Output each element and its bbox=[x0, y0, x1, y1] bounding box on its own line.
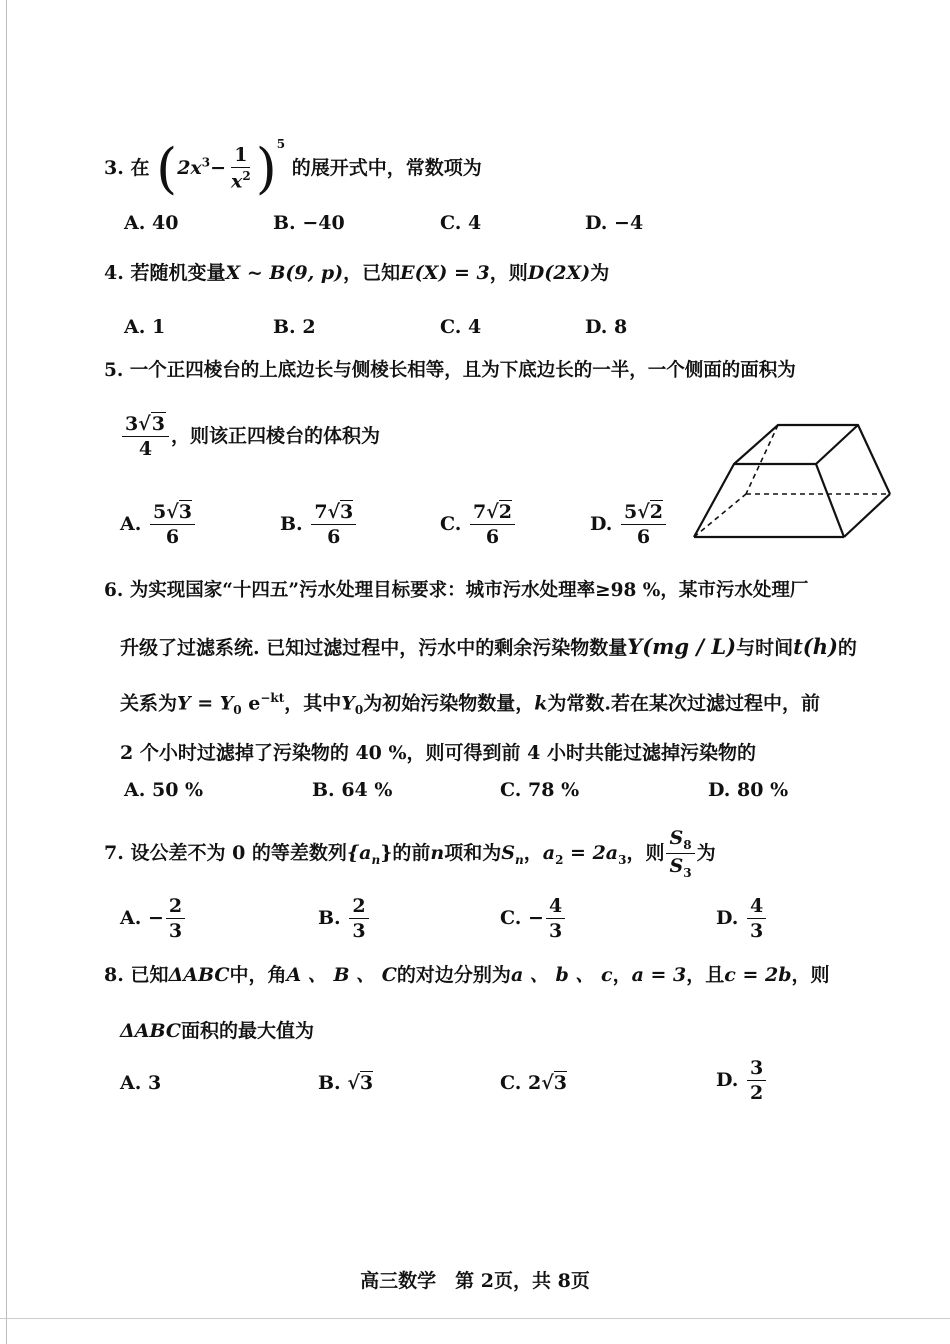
q8-option-c: C. 2√3 bbox=[500, 1072, 567, 1094]
q6-option-b: B. 64 % bbox=[312, 779, 393, 801]
q6-option-a: A. 50 % bbox=[124, 779, 204, 801]
q3-option-a: A. 40 bbox=[124, 212, 179, 234]
q7-option-c: C. − $\frac{4}{3}$ bbox=[500, 896, 567, 942]
q4-option-d: D. 8 bbox=[585, 316, 628, 338]
question-6-line1: 6. 为实现国家“十四五”污水处理目标要求：城市污水处理率≥98 %，某市污水处理厂 bbox=[104, 580, 809, 601]
question-3: 3. 在 ($2x^3-$ $\frac{1}{x^2}$ )$^5$ 的展开式中，常数项为 bbox=[104, 137, 482, 200]
frustum-figure bbox=[690, 420, 900, 550]
question-8-line1: 8. 已知ΔABC中，角A 、 B 、 C的对边分别为a 、 b 、 c，a = 3，且c = 2b，则 bbox=[104, 964, 830, 986]
q3-option-c: C. 4 bbox=[440, 212, 482, 234]
q3-option-b: B. −40 bbox=[273, 212, 345, 234]
question-6-line4: 2 个小时过滤掉了污染物的 40 %，则可得到前 4 小时共能过滤掉污染物的 bbox=[120, 742, 757, 764]
q3-option-d: D. −4 bbox=[585, 212, 644, 234]
page-edge bbox=[6, 0, 7, 1344]
q5-option-b: B. $\frac{7√3}{6}$ bbox=[280, 502, 358, 548]
q7-option-a: A. − $\frac{2}{3}$ bbox=[120, 896, 187, 942]
q5-option-c: C. $\frac{7√2}{6}$ bbox=[440, 502, 517, 548]
question-6-line2: 升级了过滤系统. 已知过滤过程中，污水中的剩余污染物数量Y(mg / L)与时间t(h)的 bbox=[120, 634, 857, 659]
q7-option-d: D. $\frac{4}{3}$ bbox=[716, 896, 768, 942]
question-5-line2: $\frac{3√3}{4}$ ，则该正四棱台的体积为 bbox=[120, 414, 380, 460]
q5-option-a: A. $\frac{5√3}{6}$ bbox=[120, 502, 197, 548]
q3-fraction: $\frac{1}{x^2}$ bbox=[231, 144, 251, 193]
page-footer: 高三数学 第 2页，共 8页 bbox=[360, 1270, 590, 1292]
question-5-line1: 5. 一个正四棱台的上底边长与侧棱长相等，且为下底边长的一半，一个侧面的面积为 bbox=[104, 360, 796, 381]
question-6-line3: 关系为$Y = Y_0$ $e^{-kt}$，其中$Y_0$为初始污染物数量，k为常数.若在某次过滤过程中，前 bbox=[120, 691, 821, 718]
q8-option-b: B. √3 bbox=[318, 1072, 374, 1094]
q4-option-c: C. 4 bbox=[440, 316, 482, 338]
q8-option-d: D. $\frac{3}{2}$ bbox=[716, 1058, 768, 1104]
q5-option-d: D. $\frac{5√2}{6}$ bbox=[590, 502, 668, 548]
q8-option-a: A. 3 bbox=[120, 1072, 162, 1094]
q4-option-a: A. 1 bbox=[124, 316, 166, 338]
q6-option-c: C. 78 % bbox=[500, 779, 580, 801]
question-4: 4. 若随机变量X ~ B(9, p)，已知E(X) = 3，则D(2X)为 bbox=[104, 262, 610, 284]
q7-option-b: B. $\frac{2}{3}$ bbox=[318, 896, 371, 942]
question-8-line2: ΔABC面积的最大值为 bbox=[120, 1020, 315, 1042]
question-7: 7. 设公差不为 0 的等差数列$\{a_n\}$的前n项和为$S_n$，$a_2 = 2a_3$，则 $\frac{S_8}{S_3}$ 为 bbox=[104, 827, 716, 880]
q4-option-b: B. 2 bbox=[273, 316, 316, 338]
q6-option-d: D. 80 % bbox=[708, 779, 789, 801]
page-bottom-edge bbox=[0, 1318, 950, 1319]
